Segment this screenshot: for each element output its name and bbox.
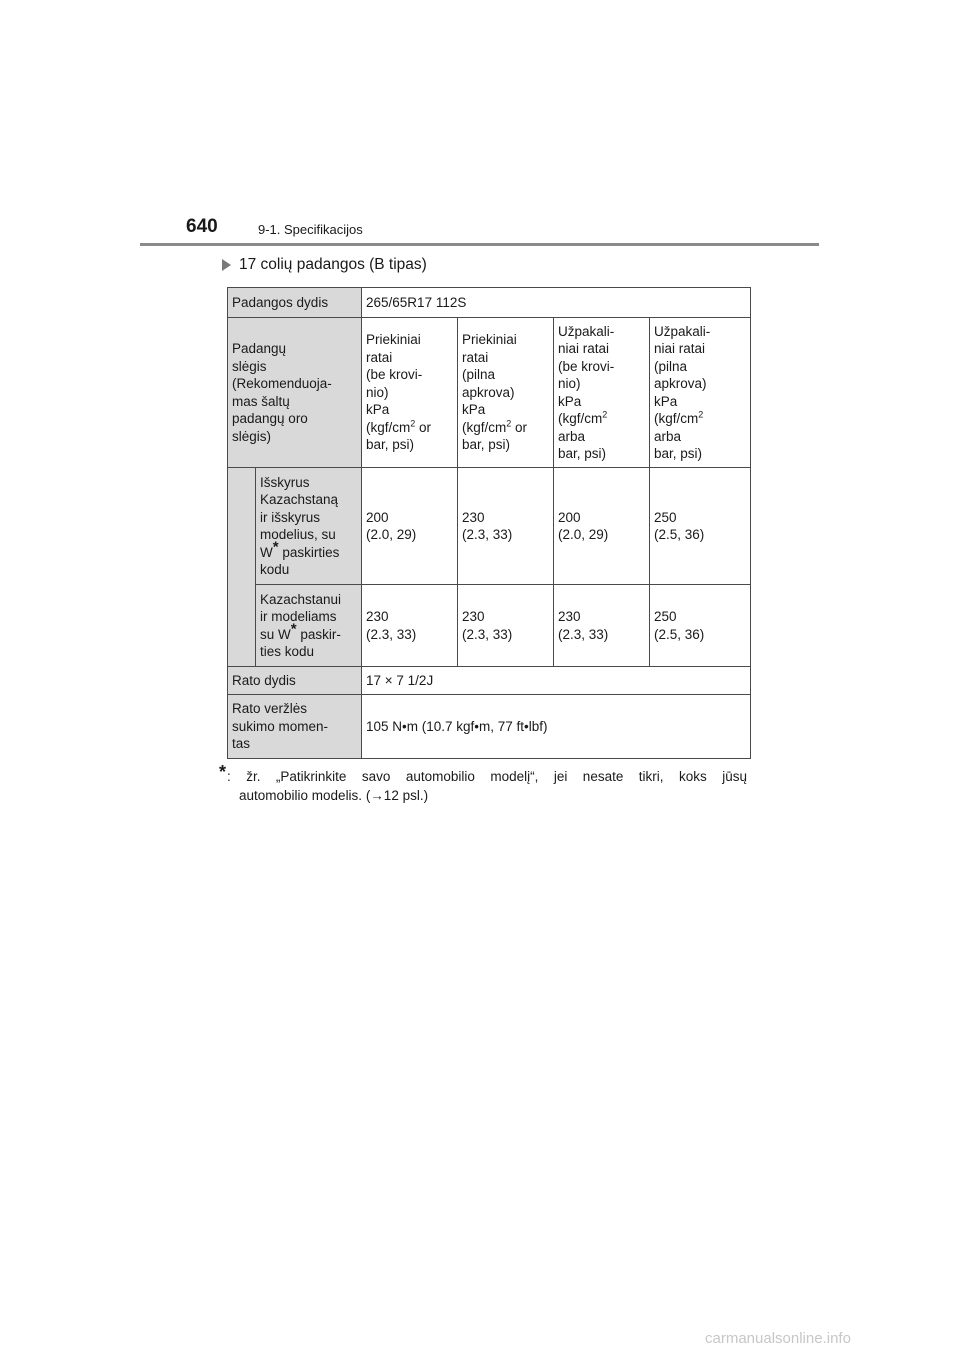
table-cell: 200 (2.0, 29) xyxy=(554,468,650,585)
table-cell: 230 (2.3, 33) xyxy=(458,585,554,667)
footnote-star: * xyxy=(219,762,227,782)
torque-value: 105 N•m (10.7 kgf•m, 77 ft•lbf) xyxy=(362,695,751,759)
wheel-size-row xyxy=(228,667,751,695)
table-row xyxy=(228,468,751,585)
tire-size-label: Padangos dydis xyxy=(228,288,362,318)
watermark: carmanualsonline.info xyxy=(705,1330,851,1347)
column-header-front-unloaded: Priekiniai ratai (be krovi- nio) kPa ($kgf/cm^2$ or bar, psi) xyxy=(362,318,458,468)
pressure-label: Padangų slėgis (Rekomenduoja- mas šaltų padangų oro slėgis) xyxy=(228,318,362,468)
row-label-except-kazakhstan: Išskyrus Kazachstaną ir išskyrus modelius, su W* paskirties kodu xyxy=(256,468,362,585)
torque-label: Rato veržlės sukimo momen- tas xyxy=(228,695,362,759)
page-number: 640 xyxy=(186,216,218,237)
tire-spec-table xyxy=(227,287,751,759)
table-cell: 230 (2.3, 33) xyxy=(362,585,458,667)
section-title: 9-1. Specifikacijos xyxy=(258,222,363,237)
table-row xyxy=(228,585,751,667)
pressure-label-continuation xyxy=(228,468,256,667)
table-cell: 230 (2.3, 33) xyxy=(458,468,554,585)
row-label-kazakhstan: Kazachstanui ir modeliams su W* paskir- ties kodu xyxy=(256,585,362,667)
torque-row xyxy=(228,695,751,759)
table-cell: 200 (2.0, 29) xyxy=(362,468,458,585)
wheel-size-label: Rato dydis xyxy=(228,667,362,695)
tire-size-row xyxy=(228,288,751,318)
wheel-size-value: 17 × 7 1/2J xyxy=(362,667,751,695)
header-rule xyxy=(140,243,819,246)
table-cell: 250 (2.5, 36) xyxy=(650,468,751,585)
tire-size-value: 265/65R17 112S xyxy=(362,288,751,318)
table-cell: 250 (2.5, 36) xyxy=(650,585,751,667)
column-header-rear-unloaded: Užpakali- niai ratai (be krovi- nio) kPa ($kgf/cm^2$ arba bar, psi) xyxy=(554,318,650,468)
subheading-text: 17 colių padangos (B tipas) xyxy=(239,256,427,273)
subheading xyxy=(222,256,427,274)
footnote xyxy=(219,762,747,805)
triangle-bullet-icon xyxy=(222,259,231,271)
column-header-front-loaded: Priekiniai ratai (pilna apkrova) kPa ($kgf/cm^2$ or bar, psi) xyxy=(458,318,554,468)
footnote-line-1: : žr. „Patikrinkite savo automobilio modelį“, jei nesate tikri, koks jūsų xyxy=(227,769,747,784)
pressure-header-row xyxy=(228,318,751,468)
footnote-line-2: automobilio modelis. (→12 psl.) xyxy=(239,788,429,803)
table-cell: 230 (2.3, 33) xyxy=(554,585,650,667)
column-header-rear-loaded: Užpakali- niai ratai (pilna apkrova) kPa ($kgf/cm^2$ arba bar, psi) xyxy=(650,318,751,468)
